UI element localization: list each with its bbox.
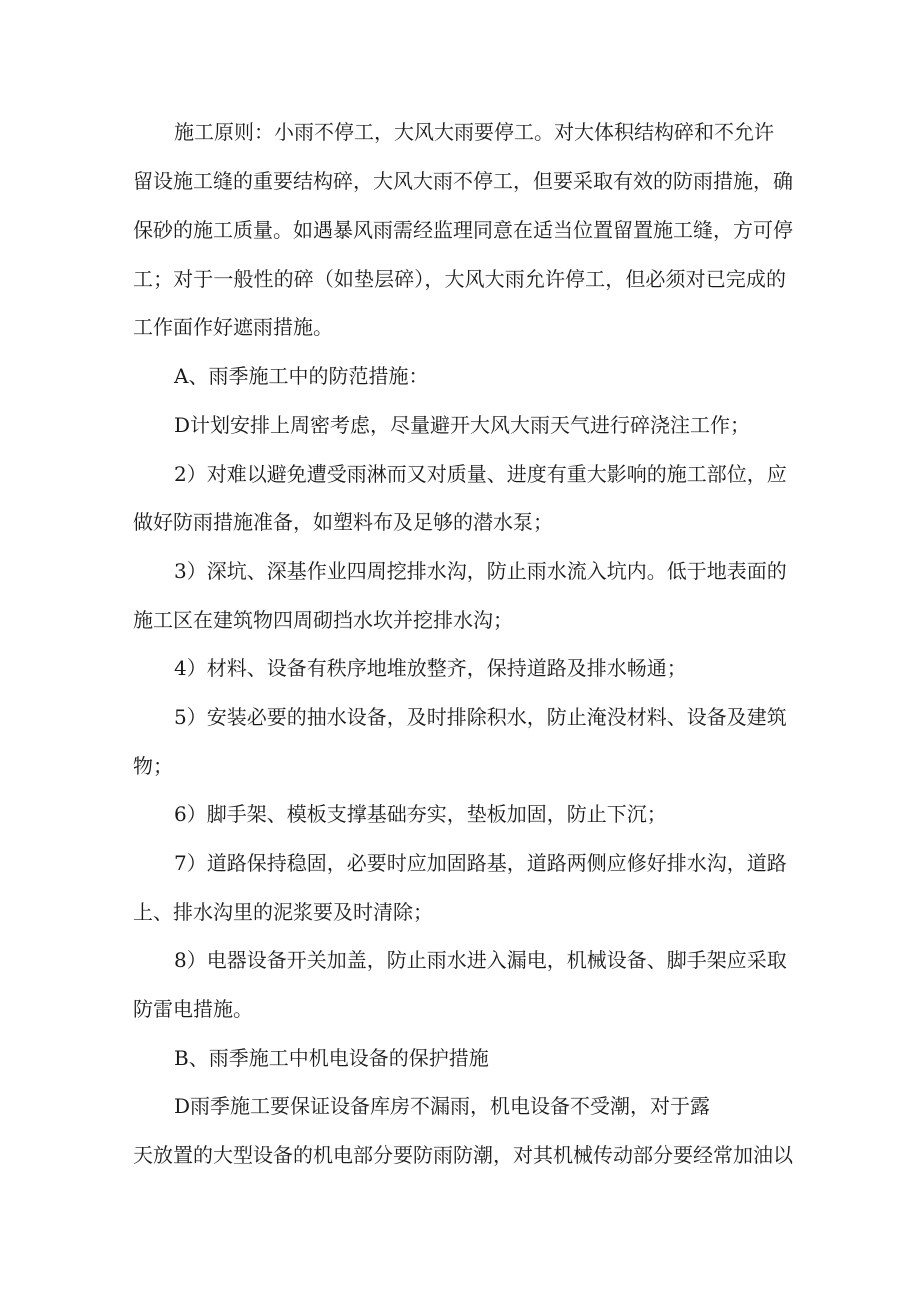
list-item-line: 2）对难以避免遭受雨淋而又对质量、进度有重大影响的施工部位，应 <box>174 462 787 486</box>
paragraph-line: 留设施工缝的重要结构碎，大风大雨不停工，但要采取有效的防雨措施，确 <box>133 169 793 193</box>
list-item-line: 8）电器设备开关加盖，防止雨水进入漏电，机械设备、脚手架应采取 <box>174 948 787 972</box>
list-item-line: 3）深坑、深基作业四周挖排水沟，防止雨水流入坑内。低于地表面的 <box>174 559 787 583</box>
paragraph-line: 工作面作好遮雨措施。 <box>133 315 333 339</box>
list-item-line: 7）道路保持稳固，必要时应加固路基，道路两侧应修好排水沟，道路 <box>174 851 787 875</box>
list-item-line: 天放置的大型设备的机电部分要防雨防潮，对其机械传动部分要经常加油以 <box>133 1143 793 1167</box>
paragraph-line: 工；对于一般性的碎（如垫层碎），大风大雨允许停工，但必须对已完成的 <box>133 267 786 291</box>
list-item-line: 防雷电措施。 <box>133 997 253 1021</box>
list-item-line: D雨季施工要保证设备库房不漏雨，机电设备不受潮，对于露 <box>174 1094 711 1118</box>
section-heading: B、雨季施工中机电设备的保护措施 <box>174 1046 489 1070</box>
list-item-line: 做好防雨措施准备，如塑料布及足够的潜水泵； <box>133 510 553 534</box>
paragraph-line: 保砂的施工质量。如遇暴风雨需经监理同意在适当位置留置施工缝，方可停 <box>133 218 793 242</box>
list-item-line: 上、排水沟里的泥浆要及时清除； <box>133 900 433 924</box>
list-item-line: 施工区在建筑物四周砌挡水坎并挖排水沟； <box>133 608 513 632</box>
list-item-line: 6）脚手架、模板支撑基础夯实，垫板加固，防止下沉； <box>174 802 667 826</box>
list-item-line: 4）材料、设备有秩序地堆放整齐，保持道路及排水畅通； <box>174 656 687 680</box>
paragraph-line: 施工原则：小雨不停工，大风大雨要停工。对大体积结构碎和不允许 <box>174 120 774 144</box>
list-item-line: D计划安排上周密考虑，尽量避开大风大雨天气进行碎浇注工作； <box>174 413 751 437</box>
list-item-line: 5）安装必要的抽水设备，及时排除积水，防止淹没材料、设备及建筑 <box>174 705 787 729</box>
list-item-line: 物； <box>133 754 173 778</box>
section-heading: A、雨季施工中的防范措施： <box>174 364 429 388</box>
